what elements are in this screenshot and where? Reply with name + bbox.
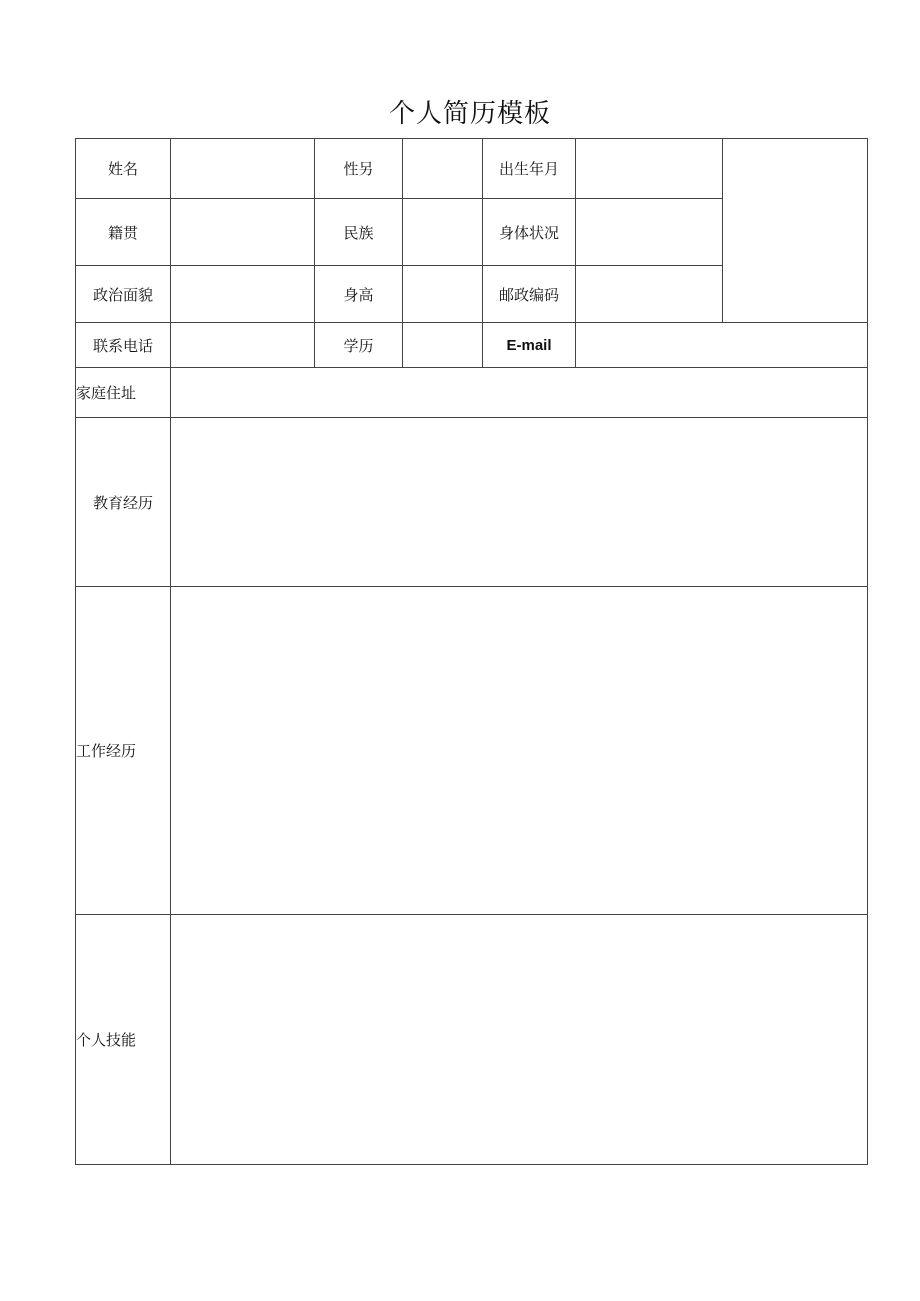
value-birth[interactable]	[576, 139, 723, 199]
value-name[interactable]	[171, 139, 315, 199]
label-native-place: 籍贯	[76, 199, 171, 266]
label-name: 姓名	[76, 139, 171, 199]
value-address[interactable]	[171, 368, 868, 418]
photo-cell[interactable]	[723, 139, 868, 323]
label-birth: 出生年月	[483, 139, 576, 199]
value-skills[interactable]	[171, 915, 868, 1165]
value-email[interactable]	[576, 323, 868, 368]
value-political-status[interactable]	[171, 266, 315, 323]
label-health: 身体状况	[483, 199, 576, 266]
label-work-history: 工作经历	[76, 587, 171, 915]
value-health[interactable]	[576, 199, 723, 266]
label-skills: 个人技能	[76, 915, 171, 1165]
value-ethnicity[interactable]	[403, 199, 483, 266]
document-title: 个人简历模板	[388, 99, 551, 129]
label-email: E-mail	[483, 323, 576, 368]
label-political-status: 政治面貌	[76, 266, 171, 323]
label-phone: 联系电话	[76, 323, 171, 368]
label-height: 身高	[315, 266, 403, 323]
value-phone[interactable]	[171, 323, 315, 368]
label-address: 家庭住址	[76, 368, 171, 418]
value-work-history[interactable]	[171, 587, 868, 915]
resume-table	[75, 138, 868, 1165]
label-education-history: 教育经历	[76, 418, 171, 587]
value-height[interactable]	[403, 266, 483, 323]
value-education-history[interactable]	[171, 418, 868, 587]
label-ethnicity: 民族	[315, 199, 403, 266]
value-postal-code[interactable]	[576, 266, 723, 323]
value-native-place[interactable]	[171, 199, 315, 266]
label-postal-code: 邮政编码	[483, 266, 576, 323]
value-education-level[interactable]	[403, 323, 483, 368]
value-gender[interactable]	[403, 139, 483, 199]
label-gender: 性另	[315, 139, 403, 199]
label-education-level: 学历	[315, 323, 403, 368]
